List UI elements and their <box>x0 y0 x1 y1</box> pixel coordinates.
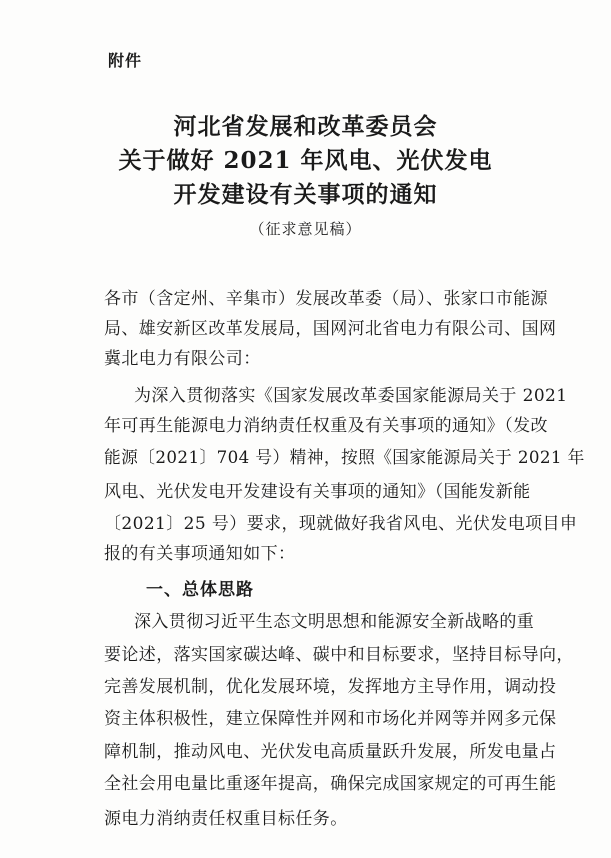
title-line-3: 开发建设有关事项的通知 <box>173 181 438 208</box>
section-heading: 一、总体思路 <box>146 580 254 600</box>
draft-subtitle: （征求意见稿） <box>249 220 362 238</box>
intro-line-4: 风电、光伏发电开发建设有关事项的通知》（国能发新能 <box>104 482 531 502</box>
section-line-5: 障机制，推动风电、光伏发电高质量跃升发展，所发电量占 <box>104 742 557 762</box>
section-line-6: 全社会用电量比重逐年提高，确保完成国家规定的可再生能 <box>104 774 557 794</box>
section-line-2: 要论述，落实国家碳达峰、碳中和目标要求，坚持目标导向， <box>104 645 574 665</box>
intro-line-6: 报的有关事项通知如下： <box>104 544 296 564</box>
title-line-1: 河北省发展和改革委员会 <box>173 113 438 140</box>
intro-line-5: 〔2021〕25 号）要求，现就做好我省风电、光伏发电项目申 <box>104 514 578 534</box>
attachment-label: 附件 <box>108 51 143 70</box>
title-line-2: 关于做好 2021 年风电、光伏发电 <box>118 147 493 174</box>
addressee-line-1: 各市（含定州、辛集市）发展改革委（局）、张家口市能源 <box>104 289 548 309</box>
section-line-3: 完善发展机制，优化发展环境，发挥地方主导作用，调动投 <box>104 677 557 697</box>
intro-line-1: 为深入贯彻落实《国家发展改革委国家能源局关于 2021 <box>134 386 568 406</box>
intro-line-2: 年可再生能源电力消纳责任权重及有关事项的通知》（发改 <box>104 416 548 436</box>
section-line-1: 深入贯彻习近平生态文明思想和能源安全新战略的重 <box>134 612 535 632</box>
addressee-line-2: 局、雄安新区改革发展局，国网河北省电力有限公司、国网 <box>104 319 557 339</box>
section-line-7: 源电力消纳责任权重目标任务。 <box>104 809 348 829</box>
section-line-4: 资主体积极性，建立保障性并网和市场化并网等并网多元保 <box>104 709 557 729</box>
intro-line-3: 能源〔2021〕704 号）精神，按照《国家能源局关于 2021 年 <box>104 448 585 468</box>
addressee-line-3: 冀北电力有限公司： <box>104 349 261 369</box>
